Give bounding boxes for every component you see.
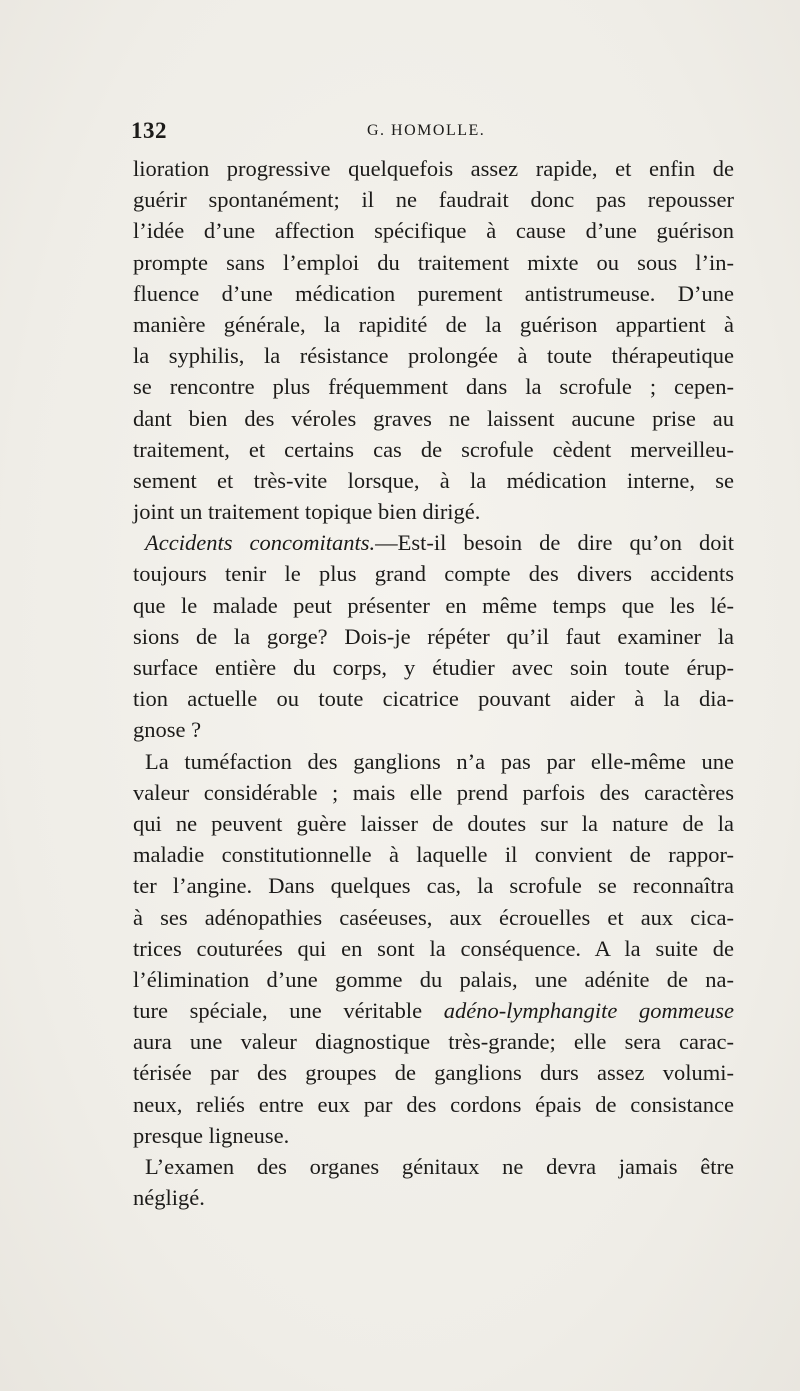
text-line <box>133 777 734 808</box>
text-line <box>133 714 734 745</box>
text-line <box>133 403 734 434</box>
line-text: surface entière du corps, y étudier avec soin toute érup- <box>133 655 734 680</box>
line-text: La tuméfaction des ganglions n’a pas par elle-même une <box>145 748 734 774</box>
text-line <box>133 964 734 995</box>
line-text: sement et très-vite lorsque, à la médication interne, se <box>133 467 734 493</box>
line-text: trices couturées qui en sont la conséquence. A la suite de <box>133 935 734 961</box>
line-text: térisée par des groupes de ganglions durs assez volumi- <box>133 1060 734 1086</box>
text-line <box>133 371 734 402</box>
text-line <box>133 215 734 246</box>
text-line <box>133 1057 734 1088</box>
line-text: presque ligneuse. <box>133 1122 290 1148</box>
line-text: ture spéciale, une véritable <box>133 998 444 1024</box>
line-text: guérir spontanément; il ne faudrait donc pas repousser <box>133 187 734 213</box>
text-line <box>133 496 734 527</box>
line-text: toujours tenir le plus grand compte des divers accidents <box>133 561 734 587</box>
line-text: l’idée d’une affection spécifique à cause d’une guérison <box>133 218 734 244</box>
body-text <box>133 153 734 1213</box>
line-text: la syphilis, la résistance prolongée à toute thérapeutique <box>133 343 734 369</box>
text-line <box>133 652 734 683</box>
text-line <box>133 1120 734 1151</box>
text-line <box>133 527 734 558</box>
text-line <box>133 870 734 901</box>
italic-term: adéno-lymphangite gommeuse <box>443 998 734 1024</box>
text-line <box>133 902 734 933</box>
text-line <box>133 1151 734 1182</box>
line-text: que le malade peut présenter en même temps que les lé- <box>133 592 734 618</box>
text-line <box>133 808 734 839</box>
line-text: maladie constitutionnelle à laquelle il convient de rappor- <box>133 842 734 868</box>
text-line <box>133 683 734 714</box>
text-line <box>133 309 734 340</box>
line-text: prompte sans l’emploi du traitement mixte ou sous l’in- <box>133 249 734 275</box>
text-line <box>133 1182 734 1213</box>
line-text: ter l’angine. Dans quelques cas, la scrofule se reconnaîtra <box>133 873 734 899</box>
running-head: G. HOMOLLE. <box>367 122 486 139</box>
line-text: qui ne peuvent guère laisser de doutes sur la nature de la <box>133 810 734 836</box>
text-line <box>133 1026 734 1057</box>
text-line <box>133 558 734 589</box>
line-text: aura une valeur diagnostique très-grande; elle sera carac- <box>133 1029 734 1055</box>
text-line <box>133 995 734 1026</box>
line-text: gnose ? <box>133 717 202 743</box>
italic-heading: Accidents concomitants. <box>145 530 376 556</box>
text-line <box>133 434 734 465</box>
line-text: manière générale, la rapidité de la guérison appartient à <box>133 311 734 337</box>
line-text: joint un traitement topique bien dirigé. <box>133 499 481 525</box>
line-text: valeur considérable ; mais elle prend parfois des caractères <box>133 779 734 805</box>
text-line <box>133 278 734 309</box>
line-text: fluence d’une médication purement antistrumeuse. D’une <box>133 280 734 306</box>
text-line <box>133 839 734 870</box>
line-text: se rencontre plus fréquemment dans la scrofule ; cepen- <box>133 374 734 400</box>
page-number: 132 <box>131 118 167 143</box>
text-line <box>133 184 734 215</box>
text-line <box>133 746 734 777</box>
text-line <box>133 153 734 184</box>
line-text: dant bien des véroles graves ne laissent aucune prise au <box>133 405 734 431</box>
line-text: —Est-il besoin de dire qu’on doit <box>375 530 734 556</box>
text-line <box>133 933 734 964</box>
text-line <box>133 590 734 621</box>
text-line <box>133 465 734 496</box>
line-text: négligé. <box>133 1185 205 1211</box>
line-text: neux, reliés entre eux par des cordons épais de consistance <box>133 1091 734 1117</box>
line-text: lioration progressive quelquefois assez rapide, et enfin de <box>133 156 734 181</box>
line-text: traitement, et certains cas de scrofule cèdent merveilleu- <box>133 436 734 462</box>
line-text: à ses adénopathies caséeuses, aux écrouelles et aux cica- <box>133 904 734 930</box>
line-text: tion actuelle ou toute cicatrice pouvant aider à la dia- <box>133 686 734 712</box>
line-text: L’examen des organes génitaux ne devra jamais être <box>145 1154 734 1179</box>
text-line <box>133 340 734 371</box>
page-header <box>131 118 731 148</box>
text-line <box>133 247 734 278</box>
text-line <box>133 621 734 652</box>
text-line <box>133 1089 734 1120</box>
line-text: l’élimination d’une gomme du palais, une adénite de na- <box>133 966 734 992</box>
line-text: sions de la gorge? Dois-je répéter qu’il faut examiner la <box>133 623 734 649</box>
